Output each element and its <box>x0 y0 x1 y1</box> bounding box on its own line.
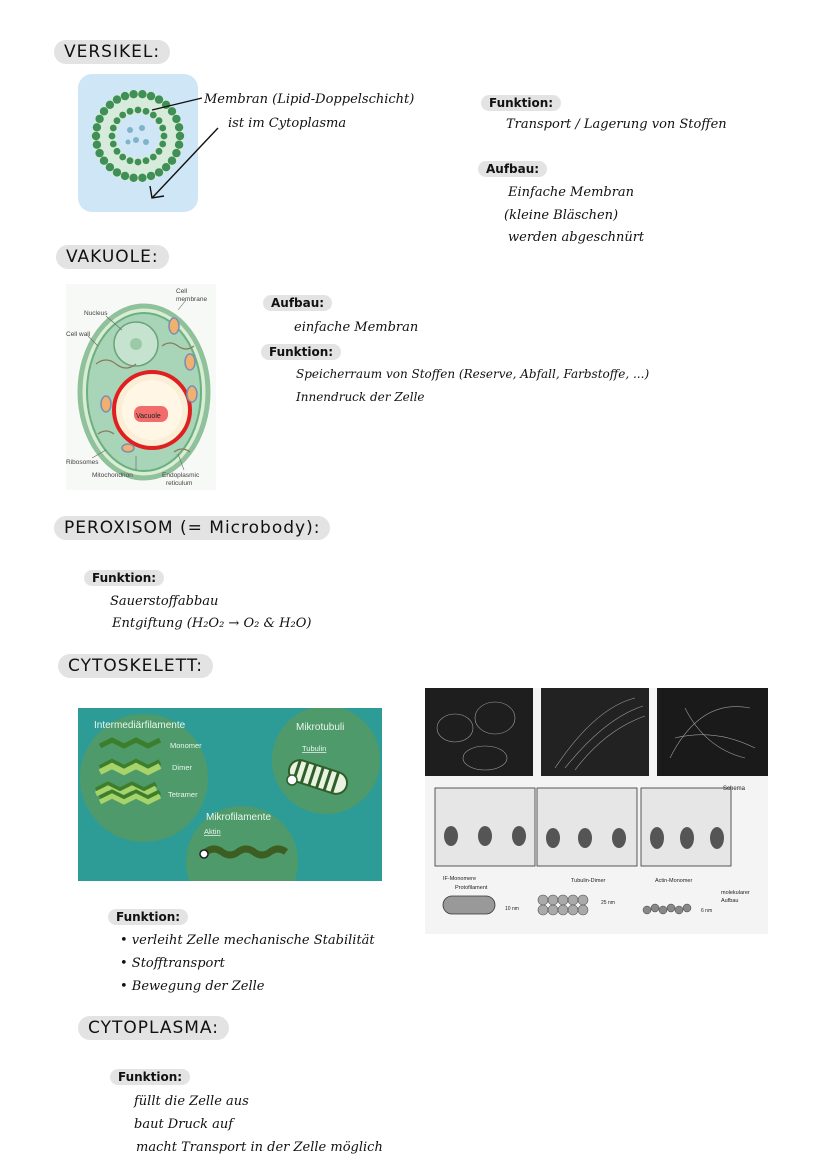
lipid-head-dot <box>106 163 114 171</box>
cell-membrane-label-1: Cell <box>176 288 188 295</box>
vakuole-aufbau-text: einfache Membran <box>294 320 419 335</box>
lipid-head-dot <box>121 172 129 180</box>
lipid-head-dot <box>92 132 100 140</box>
micrograph-actin <box>657 688 768 776</box>
vakuole-heading: VAKUOLE: <box>56 245 169 269</box>
vesikel-aufbau-line-2: (kleine Bläschen) <box>504 208 619 223</box>
peroxisom-line-2: Entgiftung (H₂O₂ → O₂ & H₂O) <box>112 616 312 631</box>
dimer-label: Dimer <box>172 763 192 772</box>
nucleus-label: Nucleus <box>84 310 108 317</box>
tubulin-label: Tubulin <box>302 744 327 753</box>
cytoskeleton-micrographs <box>425 688 768 934</box>
monomer-label: Monomer <box>170 741 202 750</box>
cytoskeleton-diagram <box>78 708 382 881</box>
peroxisom-funktion-label: Funktion: <box>84 570 164 586</box>
er-label-1: Endoplasmic <box>162 472 200 479</box>
tubulin-dimer-label: Tubulin-Dimer <box>571 878 606 884</box>
er-label-2: reticulum <box>166 480 193 487</box>
ribosomes-label: Ribosomes <box>66 459 99 466</box>
cytoskelett-funktion-label: Funktion: <box>108 909 188 925</box>
intermediaer-label: Intermediärfilamente <box>94 720 186 731</box>
nm25-label: 25 nm <box>601 900 615 906</box>
lipid-head-dot <box>95 115 103 123</box>
mikrotubuli-label: Mikrotubuli <box>296 722 345 733</box>
cytoplasma-heading: CYTOPLASMA: <box>78 1016 229 1040</box>
lipid-head-dot <box>93 123 101 131</box>
peroxisom-heading: PEROXISOM (= Microbody): <box>54 516 330 540</box>
cytoskelett-bullet-1: • verleiht Zelle mechanische Stabilität <box>120 933 375 948</box>
if-monomere-label: IF-Monomere <box>443 876 477 882</box>
lipid-head-dot <box>100 157 108 165</box>
lipid-head-dot <box>110 125 117 132</box>
lipid-head-dot <box>95 149 103 157</box>
lipid-head-dot <box>100 107 108 115</box>
lipid-head-dot <box>119 112 126 119</box>
nm10-label: 10 nm <box>505 906 519 912</box>
schema-label: Schema <box>723 786 746 792</box>
lipid-head-dot <box>121 92 129 100</box>
lipid-head-dot <box>129 90 137 98</box>
vesikel-annotation-location: ist im Cytoplasma <box>228 116 347 131</box>
cell-wall-label: Cell wall <box>66 331 91 338</box>
peroxisom-line-1: Sauerstoffabbau <box>110 594 219 609</box>
plant-cell-diagram <box>66 284 216 490</box>
lipid-head-dot <box>110 141 117 148</box>
lipid-head-dot <box>119 154 126 161</box>
cytoskelett-heading: CYTOSKELETT: <box>58 654 213 678</box>
molekularer-label: molekularer <box>721 890 750 896</box>
lipid-head-dot <box>127 157 134 164</box>
vesikel-funktion-label: Funktion: <box>481 95 561 111</box>
cytoplasma-line-1: füllt die Zelle aus <box>134 1094 249 1109</box>
lipid-head-dot <box>106 101 114 109</box>
cytoskelett-bullet-3: • Bewegung der Zelle <box>120 979 265 994</box>
vakuole-funktion-line-2: Innendruck der Zelle <box>296 390 425 404</box>
lipid-head-dot <box>127 108 134 115</box>
lipid-head-dot <box>114 148 121 155</box>
mikrofilamente-label: Mikrofilamente <box>206 812 272 823</box>
aufbau-label: Aufbau <box>721 898 739 904</box>
lipid-head-dot <box>129 174 137 182</box>
nm6-label: 6 nm <box>701 908 713 914</box>
lipid-head-dot <box>93 141 101 149</box>
aktin-label: Aktin <box>204 827 221 836</box>
micrograph-microtubules <box>541 688 649 776</box>
cytoplasma-line-3: macht Transport in der Zelle möglich <box>136 1140 383 1155</box>
protofilament-label: Protofilament <box>455 885 488 891</box>
vesikel-aufbau-line-3: werden abgeschnürt <box>508 230 645 245</box>
vakuole-funktion-line-1: Speicherraum von Stoffen (Reserve, Abfall, Farbstoffe, ...) <box>296 367 650 381</box>
cytoskelett-bullet-2: • Stofftransport <box>120 956 225 971</box>
lipid-head-dot <box>113 168 121 176</box>
vesikel-aufbau-label: Aufbau: <box>478 161 547 177</box>
lipid-head-dot <box>109 133 116 140</box>
vesikel-annotation-membrane: Membran (Lipid-Doppelschicht) <box>204 92 415 107</box>
vakuole-aufbau-label: Aufbau: <box>263 295 332 311</box>
cytoplasma-line-2: baut Druck auf <box>134 1117 234 1132</box>
vesikel-funktion-text: Transport / Lagerung von Stoffen <box>506 117 727 132</box>
vesikel-aufbau-line-1: Einfache Membran <box>508 185 635 200</box>
cytoplasma-funktion-label: Funktion: <box>110 1069 190 1085</box>
vesikel-heading: VERSIKEL: <box>54 40 170 64</box>
tetramer-label: Tetramer <box>168 790 198 799</box>
actin-monomer-label: Actin-Monomer <box>655 878 693 884</box>
vakuole-funktion-label: Funktion: <box>261 344 341 360</box>
cell-membrane-label-2: membrane <box>176 296 208 303</box>
lipid-head-dot <box>113 95 121 103</box>
mitochondrion-label: Mitochondrion <box>92 472 133 479</box>
vacuole-label: Vacuole <box>136 413 161 420</box>
micrograph-intermediate <box>425 688 533 776</box>
lipid-head-dot <box>114 117 121 124</box>
